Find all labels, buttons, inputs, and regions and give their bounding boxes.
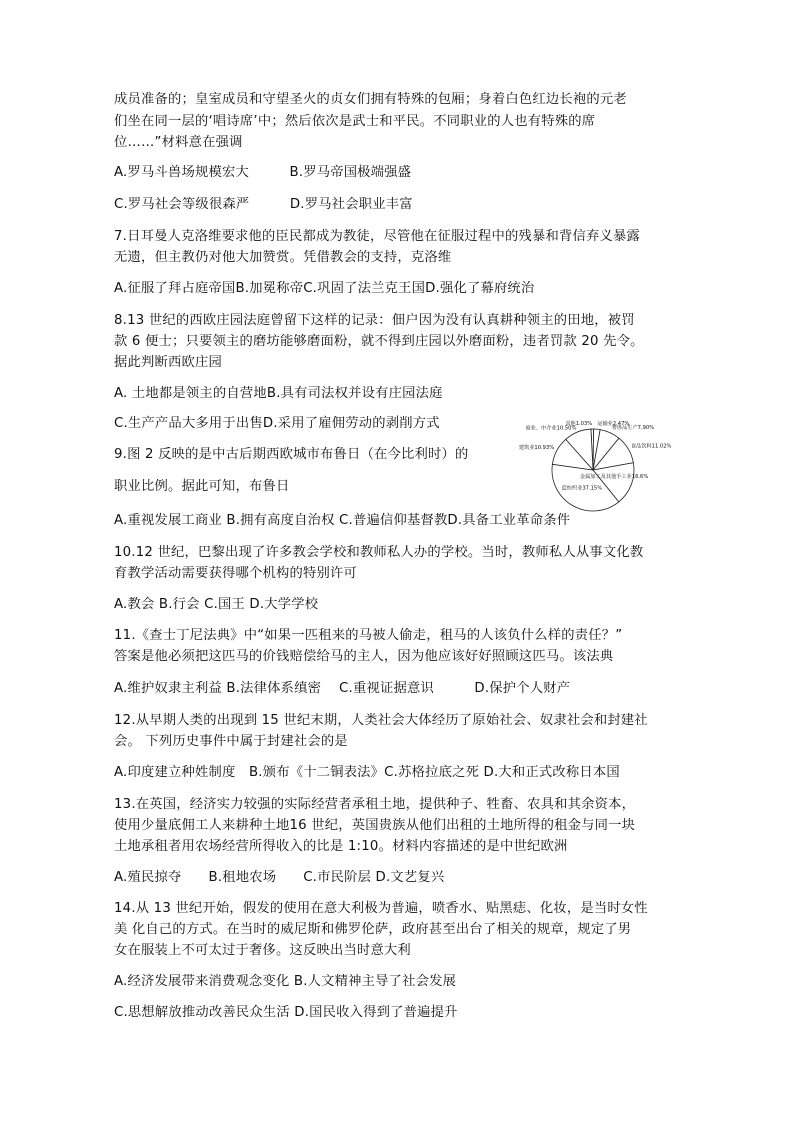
option-line: A. 土地都是领主的自营地B.具有司法权并设有庄园法庭 [114,386,443,401]
pie-svg [498,420,688,518]
option-line: A.罗马斗兽场规模宏大 B.罗马帝国极端强盛 [114,165,412,180]
text-line: 会。 下列历史事件中属于封建社会的是 [114,734,348,749]
pie-slice-label: 建筑业10.93% [518,445,555,452]
pie-slice-label: 金属加工及其他手工业16.6% [579,473,649,480]
pie-slice-label: 奢侈品生产7.90% [611,425,655,432]
pie-slice-label: 食品饮料11.02% [630,443,672,450]
text-line: 款 6 便士；只要领主的磨坊能够磨面粉，就不得到庄园以外磨面粉，违者罚款 20 先令。 [114,334,644,349]
option-line: C.罗马社会等级很森严 D.罗马社会职业丰富 [114,197,413,212]
text-line: 9.图 2 反映的是中古后期西欧城市布鲁日（在今比利时）的 [114,447,469,462]
pie-slice-label: 造纺织业37.15% [561,485,603,492]
text-line: 10.12 世纪，巴黎出现了许多教会学校和教师私人办的学校。当时，教师私人从事文化教 [114,545,644,560]
text-line: 育教学活动需要获得哪个机构的特别许可 [114,566,357,581]
pie-slice-label: 其他1.03% [565,421,593,427]
text-line: 11.《查士丁尼法典》中“如果一匹租来的马被人偷走，租马的人该负什么样的责任？” [114,628,623,643]
option-line: A.经济发展带来消费观念变化 B.人文精神主导了社会发展 [114,974,457,989]
option-line: A.教会 B.行会 C.国王 D.大学学校 [114,597,319,612]
text-line: 8.13 世纪的西欧庄园法庭曾留下这样的记录：佃户因为没有认真耕种领主的田地，被罚 [114,313,635,328]
occupation-pie-chart [498,420,688,518]
text-line: 职业比例。据此可知，布鲁日 [114,479,290,494]
text-line: 美 化自己的方式。在当时的威尼斯和佛罗伦萨，政府甚至出台了相关的规章，规定了男 [114,922,632,937]
option-line: C.生产产品大多用于出售D.采用了雇佣劳动的剥削方式 [114,416,440,431]
option-line: A.印度建立种姓制度 B.颁布《十二铜表法》C.苏格拉底之死 D.大和正式改称日本国 [114,765,620,780]
text-line: 女在服装上不可太过于奢侈。这反映出当时意大利 [114,943,411,958]
option-line: A.征服了拜占庭帝国B.加冕称帝C.巩固了法兰克王国D.强化了幕府统治 [114,281,535,296]
text-line: 土地承租者用农场经营所得收入的比是 1:10。材料内容描述的是中世纪欧洲 [114,839,568,854]
pie-slice-label: 运输业2.47% [597,421,630,428]
text-line: 7.日耳曼人克洛维要求他的臣民都成为教徒，尽管他在征服过程中的残暴和背信弃义暴露 [114,229,640,244]
option-line: C.思想解放推动改善民众生活 D.国民收入得到了普遍提升 [114,1005,458,1020]
option-line: A.维护奴隶主利益 B.法律体系缜密 C.重视证据意识 D.保护个人财产 [114,681,571,696]
text-line: 答案是他必须把这匹马的价钱赔偿给马的主人，因为他应该好好照顾这匹马。该法典 [114,649,614,664]
text-line: 们坐在同一层的‘唱诗席’中；然后依次是武士和平民。不同职业的人也有特殊的席 [114,114,596,129]
text-line: 使用少量底佣工人来耕种土地16 世纪，英国贵族从他们出租的土地所得的租金与同一块 [114,818,636,833]
option-line: A.重视发展工商业 B.拥有高度自治权 C.普遍信仰基督教D.具备工业革命条件 [114,513,571,528]
text-line: 13.在英国，经济实力较强的实际经营者承租土地，提供种子、牲畜、农具和其余资本， [114,797,636,812]
pie-slice-label: 商业、中介业10.50% [525,425,577,432]
text-line: 位……”材料意在强调 [114,135,243,150]
text-line: 12.从早期人类的出现到 15 世纪末期，人类社会大体经历了原始社会、奴隶社会和封建社 [114,713,648,728]
text-line: 据此判断西欧庄园 [114,355,222,370]
text-line: 14.从 13 世纪开始，假发的使用在意大利极为普遍，喷香水、贴黑痣、化妆，是当时女性 [114,901,648,916]
text-line: 成员准备的；皇室成员和守望圣火的贞女们拥有特殊的包厢；身着白色红边长袍的元老 [114,92,627,107]
option-line: A.殖民掠夺 B.租地农场 C.市民阶层 D.文艺复兴 [114,870,445,885]
text-line: 无遗，但主教仍对他大加赞赏。凭借教会的支持，克洛维 [114,250,452,265]
